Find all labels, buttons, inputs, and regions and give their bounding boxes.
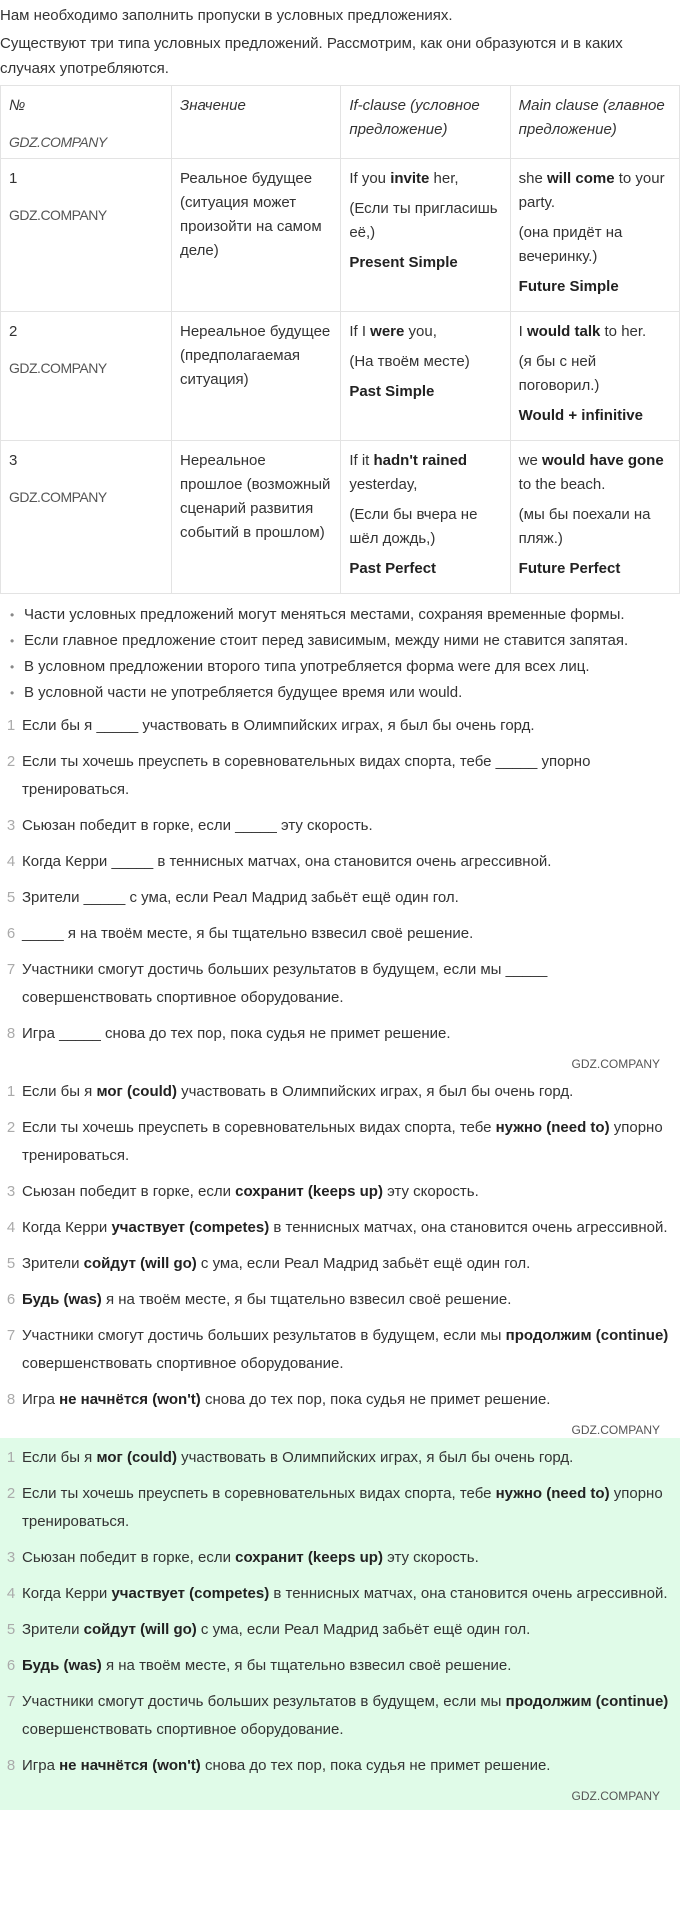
exercise-item [0,812,680,840]
text-segment: (мы бы поехали на пляж.) [518,506,651,547]
item-number: 8 [6,1757,16,1774]
cell-paragraph [349,449,501,497]
text-segment: Сьюзан победит в горке, если _____ эту скорость. [22,817,373,834]
cell-main-clause [510,312,679,441]
answer-highlight-text: were [370,323,405,340]
cell-if-clause [341,312,510,441]
watermark: GDZ.COMPANY [9,489,107,505]
cell-paragraph [519,275,671,299]
item-number: 7 [6,1693,16,1710]
text-segment: to your party. [518,170,665,211]
text-segment: she [518,170,548,187]
cell-paragraph [9,94,163,118]
table-row [1,312,680,441]
cell-paragraph [349,350,501,374]
answer-item [0,1078,680,1106]
answer-item [0,1286,680,1314]
rule-item: • Если главное предложение стоит перед зависимым, между ними не ставится запятая. [8,628,680,654]
cell-number [1,312,172,441]
exercise-item [0,712,680,740]
item-number: 4 [6,1219,16,1236]
cell-meaning [172,86,341,159]
answer-highlight-text: invite [390,170,430,187]
cell-paragraph [519,503,671,551]
exercise-item [0,848,680,876]
text-segment: Участники смогут достичь больших результатов в будущем, если мы _____ совершенствовать спортивное оборудование. [22,961,548,1006]
cell-paragraph [349,557,501,581]
text-segment: Нереальное прошлое (возможный сценарий развития событий в прошлом) [180,452,331,541]
cell-paragraph [519,320,671,344]
answer-item [0,1444,680,1472]
text-segment: you, [404,323,437,340]
answer-list [0,1072,680,1438]
watermark: GDZ.COMPANY [9,134,107,150]
answer-highlight-text: сохранит (keeps up) [235,1183,383,1200]
item-number: 3 [6,1183,16,1200]
exercise-item [0,1020,680,1048]
cell-if-clause [341,159,510,312]
text-segment: Зрители [22,1255,84,1272]
text-segment: yesterday, [349,476,418,493]
answer-highlight-text: нужно (need to) [495,1119,610,1136]
answer-highlight-text: участвует (competes) [111,1219,270,1236]
intro-line: Существуют три типа условных предложений. Рассмотрим, как они образуются и в каких случаях употребляются. [0,35,623,77]
text-segment: (она придёт на вечеринку.) [518,224,623,265]
cell-paragraph [519,221,671,269]
cell-meaning [172,159,341,312]
cell-paragraph [519,350,671,398]
cell-paragraph [9,320,163,344]
exercise-item [0,956,680,1012]
text-segment: 2 [9,323,18,340]
answer-highlight-text: сойдут (will go) [83,1255,197,1272]
text-segment: (Если ты пригласишь её,) [349,200,498,241]
item-number: 8 [6,1025,16,1042]
answer-item [0,1214,680,1242]
item-number: 1 [6,1083,16,1100]
answer-highlight-text: мог (could) [96,1083,177,1100]
cell-paragraph [9,449,163,473]
text-segment: снова до тех пор, пока судья не примет решение. [200,1391,551,1408]
text-segment: Когда Керри [22,1219,112,1236]
text-segment: If-clause (условное предложение) [349,97,480,138]
answer-item [0,1752,680,1780]
text-segment: _____ я на твоём месте, я бы тщательно взвесил своё решение. [22,925,474,942]
answer-highlight-text: не начнётся (won't) [59,1757,201,1774]
text-segment: Если ты хочешь преуспеть в соревновательных видах спорта, тебе [22,1485,496,1502]
intro-line: Нам необходимо заполнить пропуски в условных предложениях. [0,7,453,24]
item-number: 2 [6,753,16,770]
answer-highlight-text: Future Simple [518,278,619,295]
answer-highlight-text: Будь (was) [22,1657,102,1674]
answer-highlight-text: мог (could) [96,1449,177,1466]
watermark: GDZ.COMPANY [571,1423,660,1437]
cell-paragraph [349,167,501,191]
text-segment: Нереальное будущее (предполагаемая ситуация) [180,323,331,388]
cell-main-clause [510,86,679,159]
cell-if-clause [341,86,510,159]
rule-item: • Части условных предложений могут меняться местами, сохраняя временные формы. [8,602,680,628]
watermark: GDZ.COMPANY [9,207,107,223]
cell-meaning [172,312,341,441]
cell-meaning [172,441,341,594]
item-number: 1 [6,717,16,734]
cell-paragraph [180,94,332,118]
answer-highlight-text: Would + infinitive [518,407,643,424]
cell-paragraph [519,449,671,497]
rules-list [0,602,680,706]
cell-paragraph [180,449,332,545]
watermark: GDZ.COMPANY [9,360,107,376]
answer-item [0,1178,680,1206]
item-number: 3 [6,817,16,834]
item-number: 6 [6,1291,16,1308]
item-number: 2 [6,1119,16,1136]
text-segment: Игра [22,1391,60,1408]
answer-highlight-text: Future Perfect [518,560,621,577]
cell-paragraph [349,94,501,142]
answer-item [0,1386,680,1414]
text-segment: Когда Керри [22,1585,112,1602]
cell-paragraph [9,167,163,191]
answer-item [0,1688,680,1744]
cell-number [1,159,172,312]
text-segment: участвовать в Олимпийских играх, я был бы очень горд. [176,1083,574,1100]
text-segment: снова до тех пор, пока судья не примет решение. [200,1757,551,1774]
cell-paragraph [180,320,332,392]
answer-highlight-text: сойдут (will go) [83,1621,197,1638]
item-number: 4 [6,1585,16,1602]
answer-highlight-text: Будь (was) [22,1291,102,1308]
rule-item: • В условном предложении второго типа употребляется форма were для всех лиц. [8,654,680,680]
text-segment: (я бы с ней поговорил.) [518,353,600,394]
exercise-item [0,920,680,948]
answer-highlight-text: не начнётся (won't) [59,1391,201,1408]
answer-list-highlighted [0,1438,680,1810]
answer-highlight-text: участвует (competes) [111,1585,270,1602]
answer-item [0,1580,680,1608]
text-segment: в теннисных матчах, она становится очень агрессивной. [269,1219,668,1236]
cell-number [1,86,172,159]
text-segment: я на твоём месте, я бы тщательно взвесил своё решение. [101,1657,512,1674]
answer-item [0,1544,680,1572]
item-number: 7 [6,1327,16,1344]
cell-paragraph [349,380,501,404]
text-segment: to the beach. [518,476,606,493]
answer-highlight-text: продолжим (continue) [505,1327,669,1344]
text-segment: Если бы я [22,1083,97,1100]
answer-highlight-text: сохранит (keeps up) [235,1549,383,1566]
text-segment: I [518,323,527,340]
text-segment: 1 [9,170,18,187]
item-number: 6 [6,925,16,942]
answer-highlight-text: hadn't rained [373,452,468,469]
watermark: GDZ.COMPANY [571,1057,660,1071]
item-number: 7 [6,961,16,978]
item-number: 5 [6,1621,16,1638]
text-segment: я на твоём месте, я бы тщательно взвесил своё решение. [101,1291,512,1308]
text-segment: Сьюзан победит в горке, если [22,1549,236,1566]
answer-item [0,1480,680,1536]
table-row [1,441,680,594]
text-segment: Зрители [22,1621,84,1638]
text-segment: Участники смогут достичь больших результатов в будущем, если мы [22,1327,506,1344]
cell-paragraph [519,94,671,142]
exercise-list [0,706,680,1072]
text-segment: с ума, если Реал Мадрид забьёт ещё один гол. [196,1255,531,1272]
text-segment: If it [349,452,374,469]
conditionals-table [0,85,680,594]
item-number: 8 [6,1391,16,1408]
cell-if-clause [341,441,510,594]
text-segment: Если бы я [22,1449,97,1466]
cell-paragraph [519,404,671,428]
text-segment: с ума, если Реал Мадрид забьёт ещё один гол. [196,1621,531,1638]
table-row [1,159,680,312]
rule-item: • В условной части не употребляется будущее время или would. [8,680,680,706]
text-segment: совершенствовать спортивное оборудование. [22,1355,344,1372]
text-segment: (Если бы вчера не шёл дождь,) [349,506,478,547]
answer-highlight-text: would talk [527,323,601,340]
text-segment: Main clause (главное предложение) [518,97,665,138]
answer-highlight-text: нужно (need to) [495,1485,610,1502]
text-segment: в теннисных матчах, она становится очень агрессивной. [269,1585,668,1602]
text-segment: Игра _____ снова до тех пор, пока судья не примет решение. [22,1025,451,1042]
text-segment: Участники смогут достичь больших результатов в будущем, если мы [22,1693,506,1710]
text-segment: 3 [9,452,18,469]
text-segment: № [9,97,26,114]
text-segment: упорно тренироваться. [22,1485,663,1530]
answer-item [0,1322,680,1378]
text-segment: we [518,452,542,469]
answer-highlight-text: Past Perfect [349,560,437,577]
text-segment: If you [349,170,391,187]
text-segment: Если ты хочешь преуспеть в соревновательных видах спорта, тебе [22,1119,496,1136]
text-segment: to her. [600,323,647,340]
cell-number [1,441,172,594]
answer-highlight-text: will come [547,170,615,187]
text-segment: Когда Керри _____ в теннисных матчах, она становится очень агрессивной. [22,853,552,870]
text-segment: Реальное будущее (ситуация может произойти на самом деле) [180,170,322,259]
text-segment: эту скорость. [382,1183,479,1200]
item-number: 2 [6,1485,16,1502]
text-segment: her, [429,170,459,187]
item-number: 5 [6,1255,16,1272]
exercise-item [0,748,680,804]
answer-highlight-text: Past Simple [349,383,435,400]
cell-paragraph [349,251,501,275]
cell-paragraph [349,503,501,551]
text-segment: Если бы я _____ участвовать в Олимпийских играх, я был бы очень горд. [22,717,535,734]
item-number: 3 [6,1549,16,1566]
answer-highlight-text: Present Simple [349,254,458,271]
item-number: 6 [6,1657,16,1674]
item-number: 5 [6,889,16,906]
answer-item [0,1616,680,1644]
text-segment: Игра [22,1757,60,1774]
text-segment: эту скорость. [382,1549,479,1566]
text-segment: совершенствовать спортивное оборудование. [22,1721,344,1738]
text-segment: If I [349,323,371,340]
text-segment: участвовать в Олимпийских играх, я был бы очень горд. [176,1449,574,1466]
table-header-row [1,86,680,159]
cell-paragraph [349,197,501,245]
cell-paragraph [180,167,332,263]
answer-highlight-text: продолжим (continue) [505,1693,669,1710]
answer-highlight-text: would have gone [542,452,664,469]
text-segment: упорно тренироваться. [22,1119,663,1164]
intro [0,0,680,81]
cell-main-clause [510,441,679,594]
text-segment: Если ты хочешь преуспеть в соревновательных видах спорта, тебе _____ упорно тренироваться. [22,753,591,798]
answer-item [0,1250,680,1278]
item-number: 4 [6,853,16,870]
cell-paragraph [519,557,671,581]
item-number: 1 [6,1449,16,1466]
text-segment: Сьюзан победит в горке, если [22,1183,236,1200]
text-segment: Значение [180,97,246,114]
watermark: GDZ.COMPANY [571,1789,660,1803]
cell-main-clause [510,159,679,312]
answer-item [0,1652,680,1680]
text-segment: Зрители _____ с ума, если Реал Мадрид забьёт ещё один гол. [22,889,459,906]
cell-paragraph [519,167,671,215]
text-segment: (На твоём месте) [349,353,470,370]
answer-item [0,1114,680,1170]
cell-paragraph [349,320,501,344]
exercise-item [0,884,680,912]
